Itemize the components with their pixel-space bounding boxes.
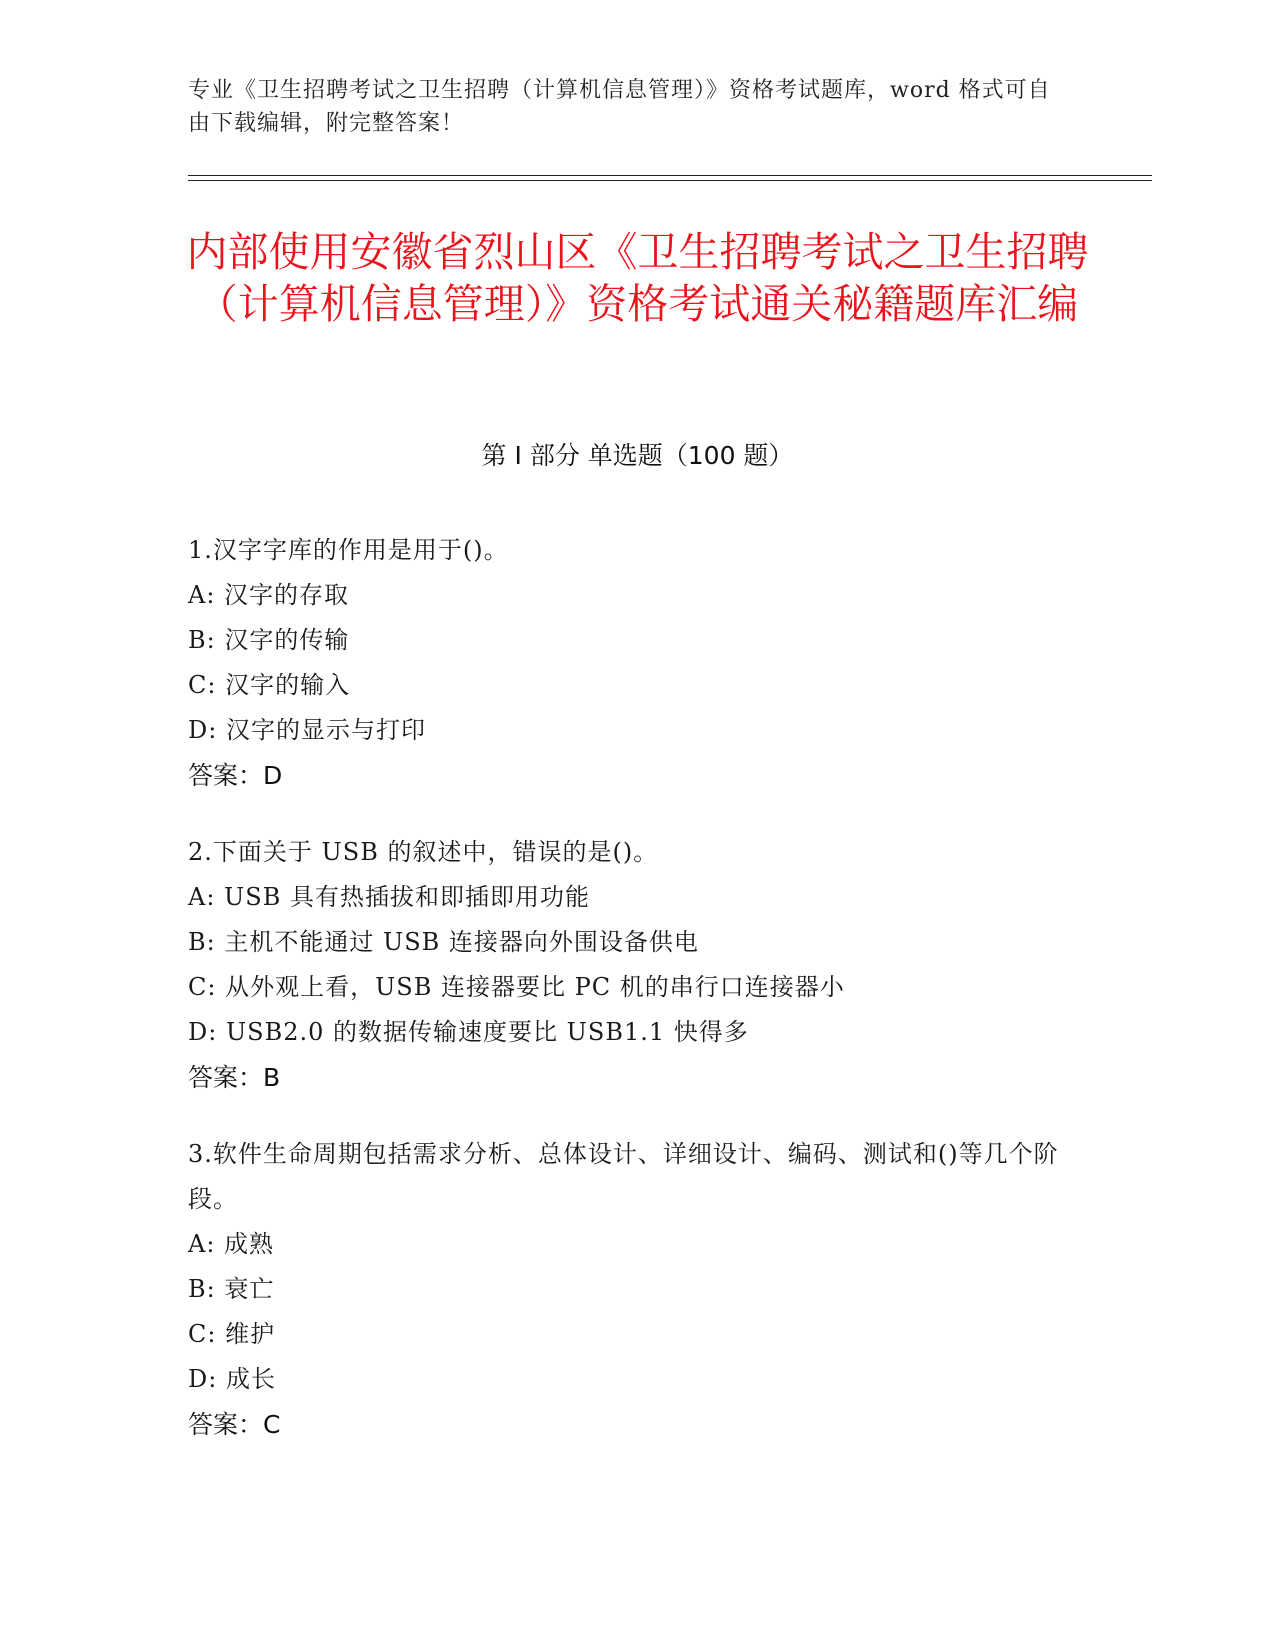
section-heading: 第 I 部分 单选题（100 题） — [481, 441, 794, 470]
question-stem: 3.软件生命周期包括需求分析、总体设计、详细设计、编码、测试和()等几个阶段。 — [188, 1140, 1059, 1213]
option-a: A: USB 具有热插拔和即插即用功能 — [188, 883, 590, 911]
option-a: A: 成熟 — [188, 1230, 275, 1258]
option-a: A: 汉字的存取 — [188, 581, 350, 609]
option-d: D: 成长 — [188, 1365, 276, 1393]
question-2 — [188, 830, 1068, 1100]
question-1 — [188, 528, 1068, 798]
question-stem: 2.下面关于 USB 的叙述中，错误的是()。 — [188, 838, 659, 866]
question-stem: 1.汉字字库的作用是用于()。 — [188, 536, 509, 564]
option-b: B: 汉字的传输 — [188, 626, 350, 654]
option-d: D: USB2.0 的数据传输速度要比 USB1.1 快得多 — [188, 1018, 749, 1046]
answer: 答案：C — [188, 1410, 281, 1439]
answer: 答案：D — [188, 761, 283, 790]
option-c: C: 维护 — [188, 1320, 276, 1348]
answer: 答案：B — [188, 1063, 281, 1092]
header-note: 专业《卫生招聘考试之卫生招聘（计算机信息管理）》资格考试题库，word 格式可自由下载编辑，附完整答案！ — [188, 78, 1051, 136]
option-b: B: 衰亡 — [188, 1275, 275, 1303]
option-d: D: 汉字的显示与打印 — [188, 716, 426, 744]
question-3 — [188, 1132, 1068, 1447]
option-c: C: 汉字的输入 — [188, 671, 351, 699]
header-divider-top — [188, 175, 1152, 176]
document-title: 内部使用安徽省烈山区《卫生招聘考试之卫生招聘（计算机信息管理）》资格考试通关秘籍题库汇编 — [186, 228, 1089, 328]
header-divider-bottom — [188, 180, 1152, 181]
question-list — [188, 528, 1068, 1479]
option-b: B: 主机不能通过 USB 连接器向外围设备供电 — [188, 928, 699, 956]
option-c: C: 从外观上看，USB 连接器要比 PC 机的串行口连接器小 — [188, 973, 845, 1001]
